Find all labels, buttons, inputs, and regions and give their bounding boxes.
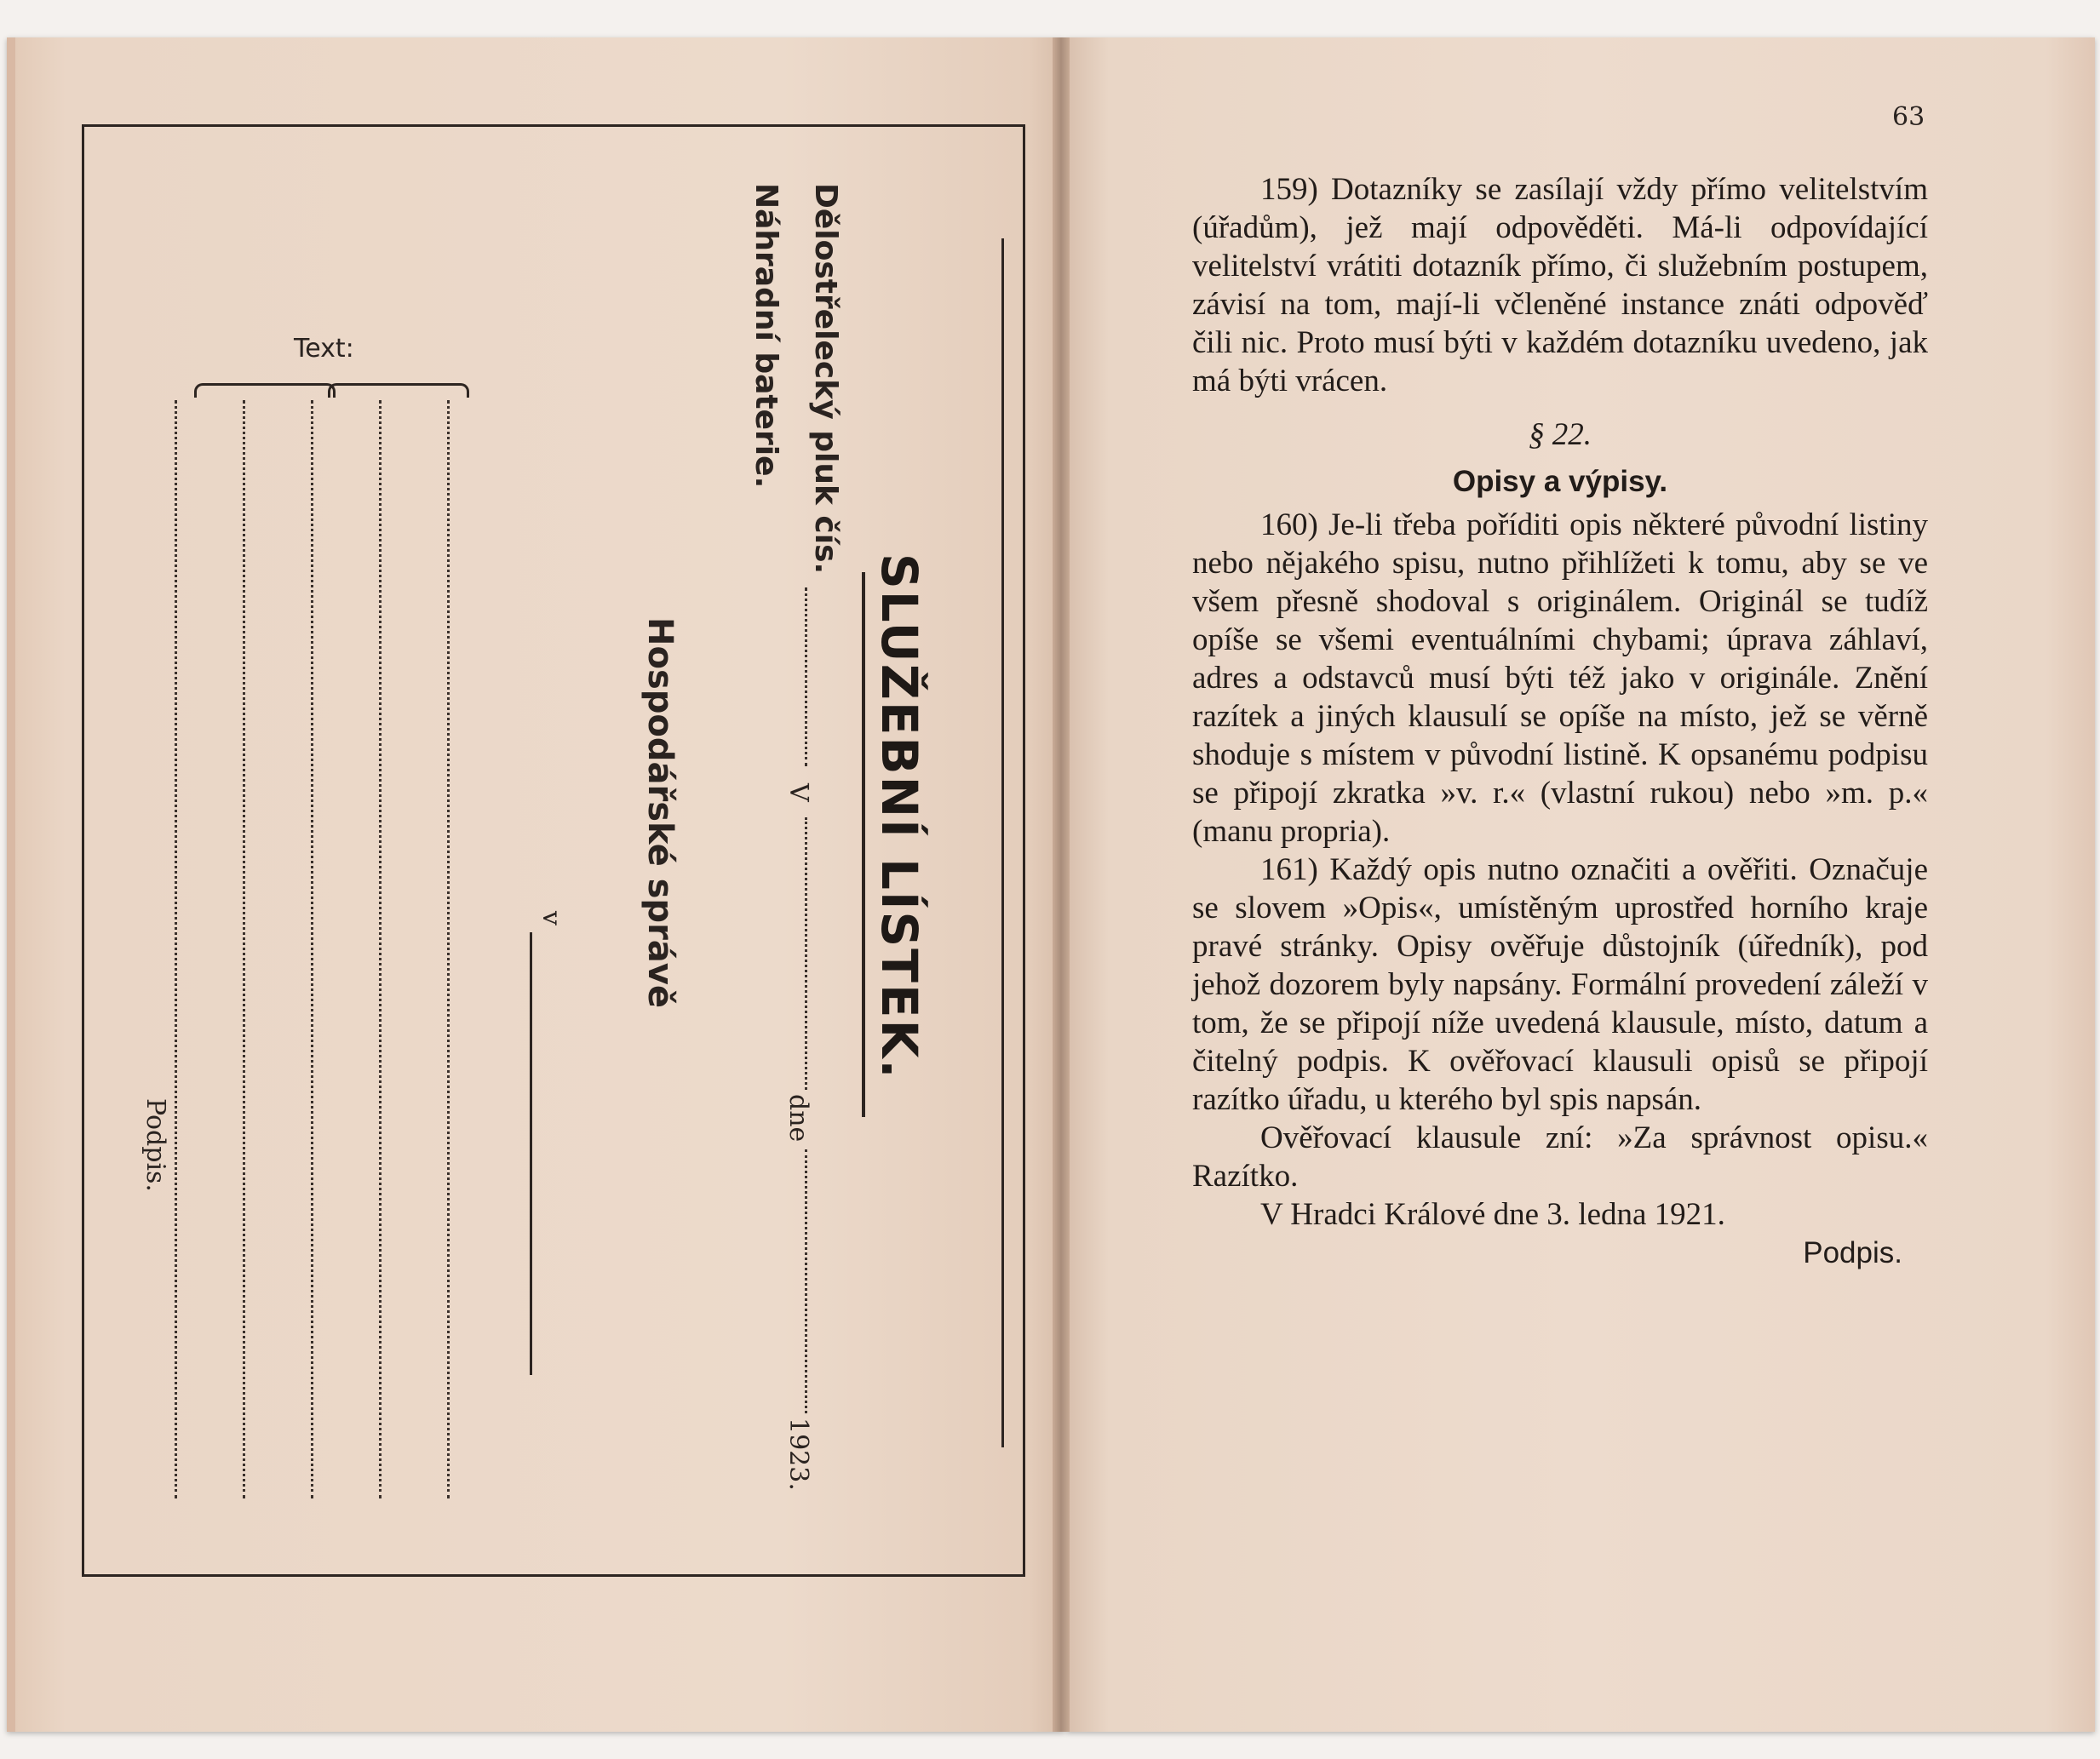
addressee-prefix: v	[536, 911, 566, 925]
battery-line: Náhradní baterie.	[749, 183, 783, 489]
text-column-brace-1	[194, 383, 336, 398]
text-column-brace-2	[328, 383, 469, 398]
text-column-line-2[interactable]	[243, 400, 245, 1498]
date-blank[interactable]	[805, 1149, 807, 1413]
addressee-place-blank[interactable]	[530, 932, 532, 1375]
signature-label: Podpis.	[141, 1098, 170, 1192]
paragraph-159: 159) Dotazníky se zasílají vždy přímo velitelstvím (úřadům), jež mají odpověděti. Má-li odpovídající velitelství vrátiti dotazník přímo, či služebním postupem, závisí na tom, mají-li včleněné instance znáti odpověď čili nic. Proto musí býti v každém dotazníku uvedeno, jak má býti vrácen.	[1192, 172, 1928, 398]
regiment-line: Dělostřelecký pluk čís.	[808, 183, 843, 575]
paragraph-160: 160) Je-li třeba poříditi opis některé původní listiny nebo nějakého spisu, nutno přihlížeti k tomu, aby se ve všem přesně shodoval s originálem. Originál se tudíž opíše se všemi eventuálními chybami; úprava záhlaví, adres a odstavců musí býti též jako v originále. Znění razítek a jiných klausulí se opíše na místo, jež se věrně shoduje s místem v původní listině. K opsanému podpisu se připojí zkratka »v. r.« (vlastní rukou) nebo »m. p.« (manu propria).	[1192, 507, 1928, 849]
section-number: § 22.	[1529, 417, 1592, 452]
form-inner-border	[1001, 238, 1004, 1447]
text-label: Text:	[294, 334, 354, 364]
place-prefix: V	[783, 783, 813, 802]
paragraph-161: 161) Každý opis nutno označiti a ověřiti. Označuje se slovem »Opis«, umístěným uprostřed horního kraje pravé stránky. Opisy ověřuje důstojník (úředník), pod jehož dozorem byly napsány. Formální provedení záleží v tom, že se připojí níže uvedená klausule, místo, datum a čitelný podpis. K ověřovací klausuli opisů se připojí razítko úřadu, u kterého byl spis napsán.	[1192, 852, 1928, 1117]
title-underline	[862, 572, 865, 1117]
date-line: V Hradci Králové dne 3. ledna 1921.	[1260, 1197, 1725, 1232]
addressee-line: Hospodářské správě	[640, 617, 680, 1008]
clause-line: Ověřovací klausule zní: »Za správnost opisu.« Razítko.	[1192, 1120, 1928, 1194]
page-number: 63	[1892, 102, 1925, 132]
right-page-text	[1192, 170, 1928, 1272]
form-title: SLUŽEBNÍ LÍSTEK.	[870, 553, 928, 1080]
year-label: 1923.	[783, 1418, 813, 1491]
text-column-line-3[interactable]	[311, 400, 313, 1498]
text-column-line-4[interactable]	[379, 400, 382, 1498]
section-title: Opisy a výpisy.	[1452, 465, 1668, 498]
regiment-number-blank[interactable]	[805, 587, 807, 766]
place-blank[interactable]	[805, 817, 807, 1090]
date-prefix: dne	[783, 1094, 813, 1143]
signature: Podpis.	[1803, 1236, 1902, 1269]
book-gutter	[1053, 37, 1070, 1732]
text-column-line-5[interactable]	[447, 400, 450, 1498]
text-column-line-1[interactable]	[175, 400, 177, 1498]
